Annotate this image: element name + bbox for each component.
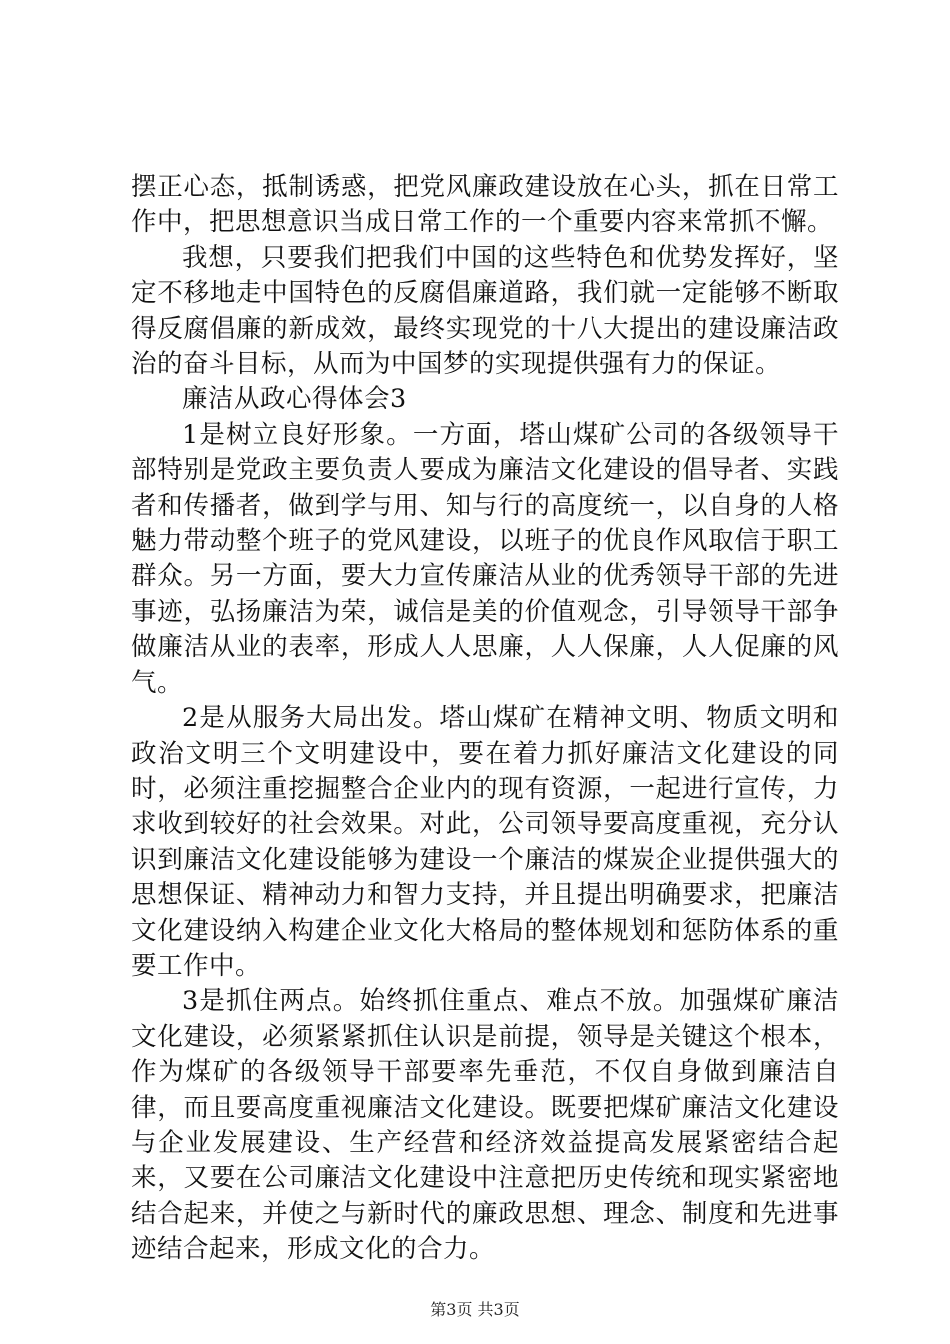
section-heading: 廉洁从政心得体会3 bbox=[182, 384, 407, 415]
document-body bbox=[131, 170, 839, 1268]
paragraph-conclusion: 我想，只要我们把我们中国的这些特色和优势发挥好，坚定不移地走中国特色的反腐倡廉道路，我们就一定能够不断取得反腐倡廉的新成效，最终实现党的十八大提出的建设廉洁政治的奋斗目标，从而为中国梦的实现提供强有力的保证。 bbox=[131, 242, 839, 380]
paragraph-point-1: 1是树立良好形象。一方面，塔山煤矿公司的各级领导干部特别是党政主要负责人要成为廉洁文化建设的倡导者、实践者和传播者，做到学与用、知与行的高度统一，以自身的人格魅力带动整个班子的党风建设，以班子的优良作风取信于职工群众。另一方面，要大力宣传廉洁从业的优秀领导干部的先进事迹，弘扬廉洁为荣，诚信是美的价值观念，引导领导干部争做廉洁从业的表率，形成人人思廉，人人保廉，人人促廉的风气。 bbox=[131, 419, 839, 698]
paragraph-point-3: 3是抓住两点。始终抓住重点、难点不放。加强煤矿廉洁文化建设，必须紧紧抓住认识是前提，领导是关键这个根本，作为煤矿的各级领导干部要率先垂范，不仅自身做到廉洁自律，而且要高度重视廉洁文化建设。既要把煤矿廉洁文化建设与企业发展建设、生产经营和经济效益提高发展紧密结合起来，又要在公司廉洁文化建设中注意把历史传统和现实紧密地结合起来，并使之与新时代的廉政思想、理念、制度和先进事迹结合起来，形成文化的合力。 bbox=[131, 986, 839, 1265]
paragraph-continuation: 摆正心态，抵制诱惑，把党风廉政建设放在心头，抓在日常工作中，把思想意识当成日常工作的一个重要内容来常抓不懈。 bbox=[131, 172, 839, 238]
paragraph-point-2: 2是从服务大局出发。塔山煤矿在精神文明、物质文明和政治文明三个文明建设中，要在着力抓好廉洁文化建设的同时，必须注重挖掘整合企业内的现有资源，一起进行宣传，力求收到较好的社会效果。对此，公司领导要高度重视，充分认识到廉洁文化建设能够为建设一个廉洁的煤炭企业提供强大的思想保证、精神动力和智力支持，并且提出明确要求，把廉洁文化建设纳入构建企业文化大格局的整体规划和惩防体系的重要工作中。 bbox=[131, 703, 839, 981]
page-number-footer: 第3页 共3页 bbox=[430, 1300, 520, 1319]
